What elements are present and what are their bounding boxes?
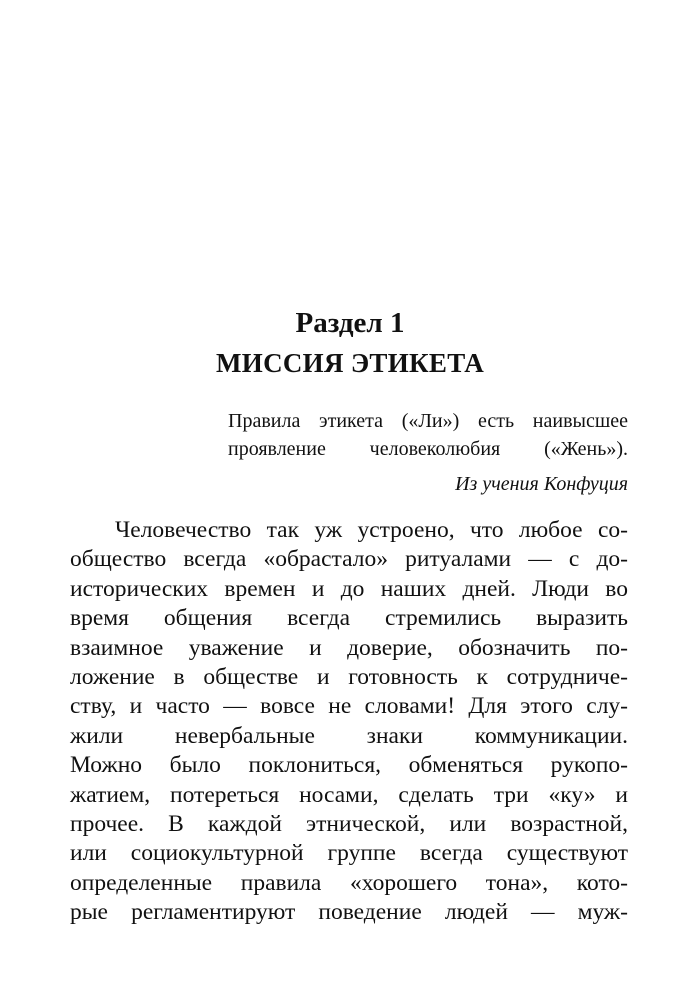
body-line: ложение в обществе и готовность к сотрудниче- bbox=[70, 664, 628, 691]
epigraph-source: Из учения Конфуция bbox=[455, 473, 628, 495]
body-line: прочее. В каждой этнической, или возрастной, bbox=[70, 811, 628, 838]
epigraph-line: Правила этикета («Ли») есть наивысшее bbox=[228, 410, 628, 432]
section-label: Раздел 1 bbox=[295, 307, 405, 339]
body-line: рые регламентируют поведение людей — муж- bbox=[70, 899, 628, 926]
body-paragraph bbox=[70, 516, 628, 928]
section-title: МИССИЯ ЭТИКЕТА bbox=[215, 348, 484, 378]
epigraph-line: проявление человеколюбия («Жень»). bbox=[228, 438, 628, 460]
body-line: ству, и часто — вовсе не словами! Для этого слу- bbox=[70, 693, 628, 720]
epigraph bbox=[228, 407, 628, 498]
body-line: определенные правила «хорошего тона», кото- bbox=[70, 869, 628, 896]
body-line: Человечество так уж устроено, что любое со- bbox=[115, 517, 628, 543]
body-line: общество всегда «обрастало» ритуалами — с до- bbox=[70, 546, 628, 573]
body-line: время общения всегда стремились выразить bbox=[70, 605, 628, 632]
body-line: исторических времен и до наших дней. Люди во bbox=[70, 575, 628, 602]
body-line: взаимное уважение и доверие, обозначить по- bbox=[70, 634, 628, 661]
body-line: Можно было поклониться, обменяться рукопо- bbox=[70, 752, 628, 779]
body-line: жили невербальные знаки коммуникации. bbox=[70, 722, 628, 749]
body-line: или социокультурной группе всегда существуют bbox=[70, 840, 628, 867]
body-line: жатием, потереться носами, сделать три «ку» и bbox=[70, 781, 628, 808]
